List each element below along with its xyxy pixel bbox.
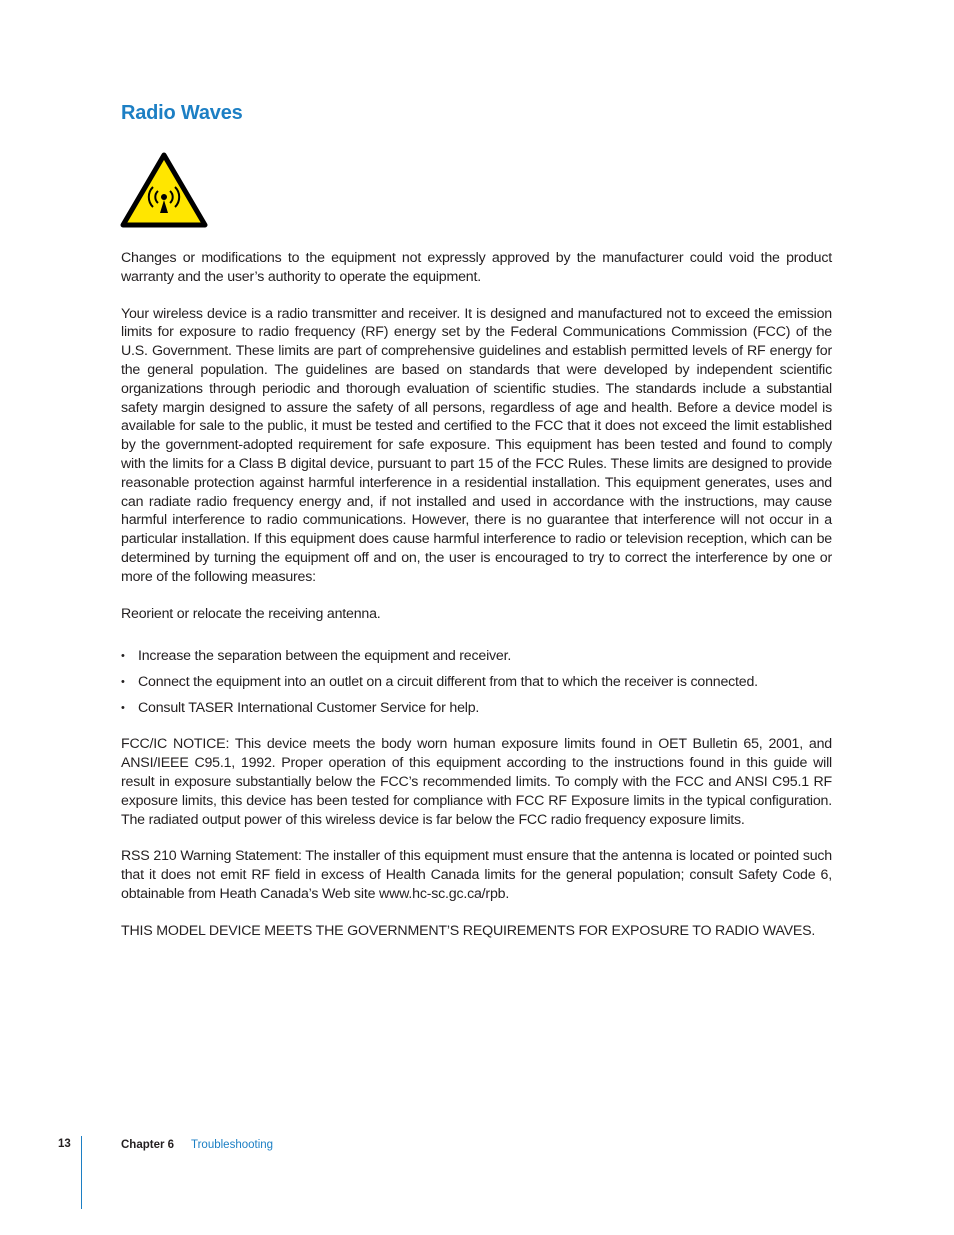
list-item-text: Consult TASER International Customer Service for help. <box>138 700 480 717</box>
document-body <box>121 249 832 959</box>
bullet-marker: • <box>121 676 125 689</box>
list-item <box>121 673 832 692</box>
measures-list <box>121 647 832 718</box>
list-item-text: Increase the separation between the equipment and receiver. <box>138 648 512 665</box>
paragraph-rss-210-warning: RSS 210 Warning Statement: The installer of this equipment must ensure that the antenna is located or pointed such that it does not emit RF field in excess of Health Canada limits for the general population; consult Safety Code 6, obtainable from Heath Canada’s Web site www.hc-sc.gc.ca/rpb. <box>121 848 832 902</box>
bullet-marker: • <box>121 650 125 663</box>
list-item <box>121 699 832 718</box>
radio-frequency-warning-icon <box>120 151 208 229</box>
page-number: 13 <box>58 1138 71 1150</box>
paragraph-reorient: Reorient or relocate the receiving antenna. <box>121 605 381 622</box>
chapter-label: Chapter 6 <box>121 1139 175 1151</box>
footer-divider <box>81 1136 82 1209</box>
chapter-title: Troubleshooting <box>191 1139 274 1151</box>
paragraph-compliance-statement: THIS MODEL DEVICE MEETS THE GOVERNMENT’S REQUIREMENTS FOR EXPOSURE TO RADIO WAVES. <box>121 922 816 939</box>
paragraph-modifications: Changes or modifications to the equipment not expressly approved by the manufacturer could void the product warranty and the user’s authority to operate the equipment. <box>121 250 832 285</box>
list-item-text: Connect the equipment into an outlet on a circuit different from that to which the receiver is connected. <box>138 674 758 691</box>
list-item <box>121 647 832 666</box>
section-title: Radio Waves <box>121 102 243 124</box>
paragraph-rf-exposure: Your wireless device is a radio transmitter and receiver. It is designed and manufactured not to exceed the emission limits for exposure to radio frequency (RF) energy set by the Federal Communications Commission (FCC) of the U.S. Government. These limits are part of comprehensive guidelines and establish permitted levels of RF energy for the general population. The guidelines are based on standards that were developed by independent scientific organizations through periodic and thorough evaluation of scientific studies. The standards include a substantial safety margin designed to assure the safety of all persons, regardless of age and health. Before a device model is available for sale to the public, it must be tested and certified to the FCC that it does not exceed the limit established by the government-adopted requirement for safe exposure. This equipment has been tested and found to comply with the limits for a Class B digital device, pursuant to part 15 of the FCC Rules. These limits are designed to provide reasonable protection against harmful interference in a residential installation. This equipment generates, uses and can radiate radio frequency energy and, if not installed and used in accordance with the instructions, may cause harmful interference to radio communications. However, there is no guarantee that interference will not occur in a particular installation. If this equipment does cause harmful interference to radio or television reception, which can be determined by turning the equipment off and on, the user is encouraged to try to correct the interference by one or more of the following measures: <box>121 305 832 585</box>
bullet-marker: • <box>121 702 125 715</box>
paragraph-fcc-ic-notice: FCC/IC NOTICE: This device meets the body worn human exposure limits found in OET Bulletin 65, 2001, and ANSI/IEEE C95.1, 1992. Proper operation of this equipment according to the instructions found in this guide will result in exposure substantially below the FCC’s recommended limits. To comply with the FCC and ANSI C95.1 RF exposure limits, this device has been tested for compliance with FCC RF Exposure limits in the typical configuration. The radiated output power of this wireless device is far below the FCC radio frequency exposure limits. <box>121 736 832 828</box>
